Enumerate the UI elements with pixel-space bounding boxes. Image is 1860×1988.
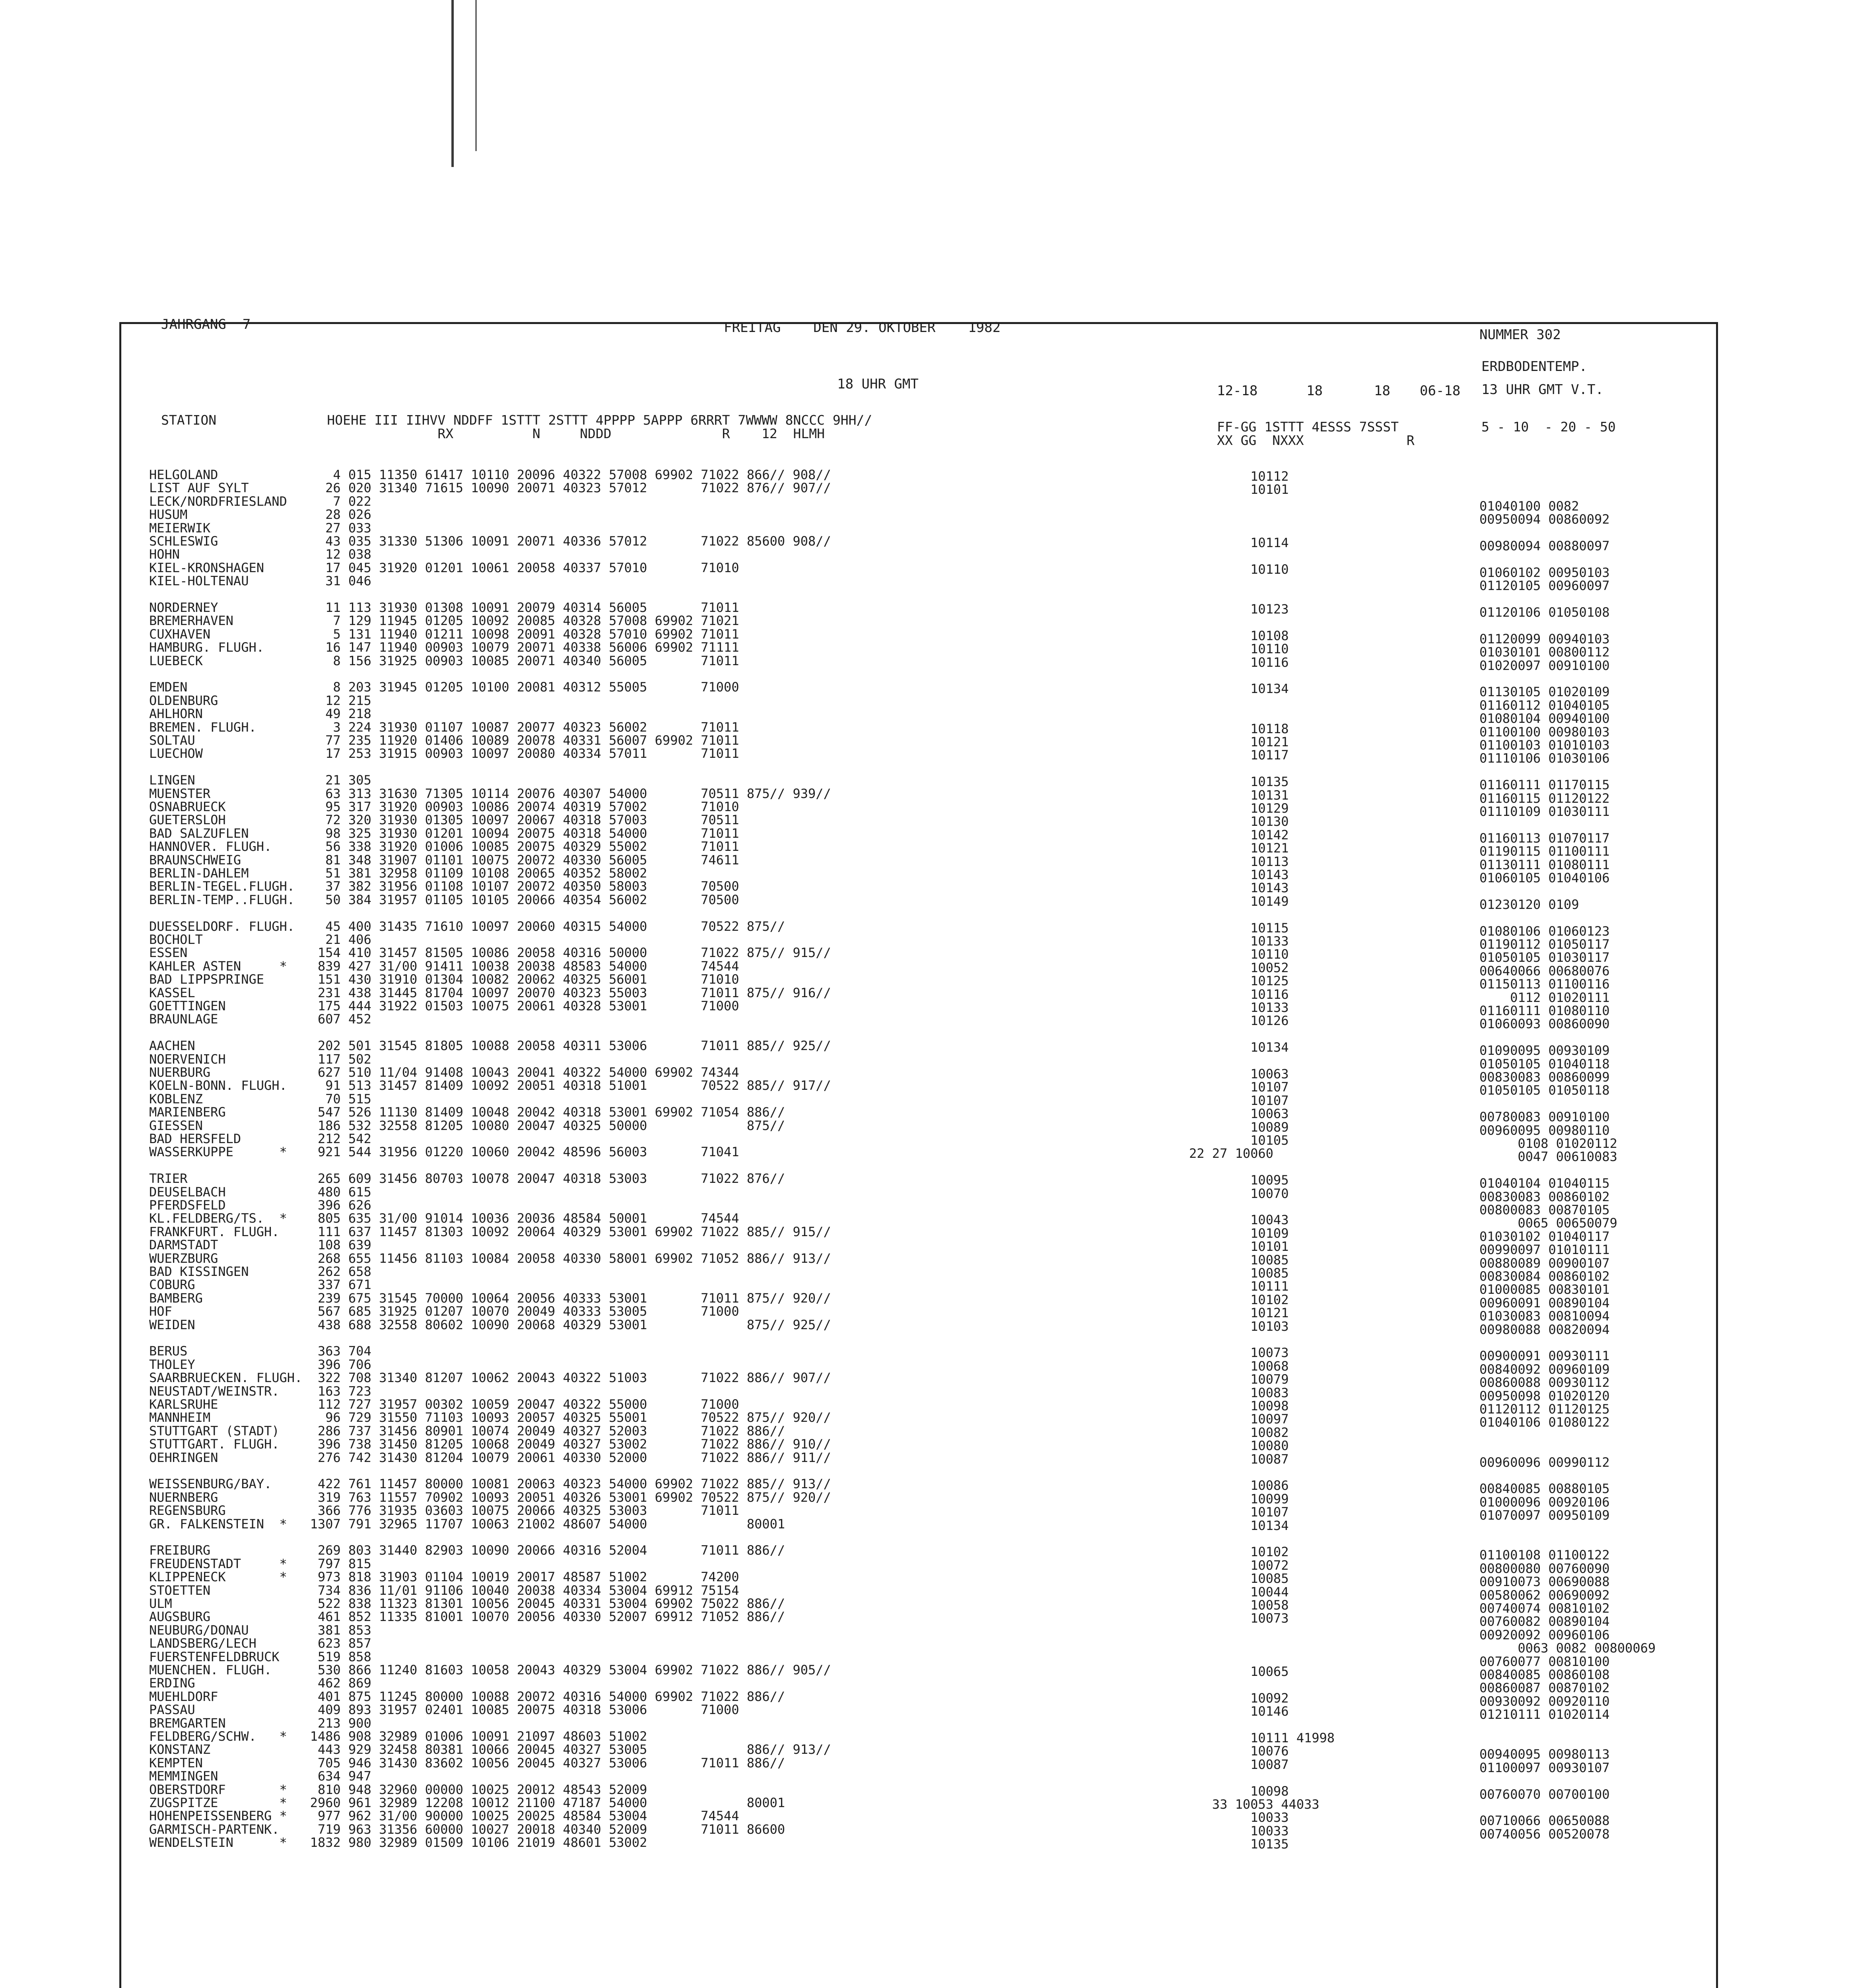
table-row-soil-temp: 0065 00650079 [1479,1215,1617,1231]
table-row-soil-temp: 00710066 00650088 [1479,1813,1610,1828]
table-row-synop-right: 10134 [1189,681,1289,696]
table-row-soil-temp: 00740074 00810102 [1479,1601,1610,1616]
table-row-synop-right: 10080 [1189,1438,1289,1453]
table-row: NEUSTADT/WEINSTR. 163 723 [149,1384,371,1399]
table-row-synop-right: 10110 [1189,562,1289,577]
table-row: GUETERSLOH 72 320 31930 01305 10097 20067 40318 57003 70511 [149,812,739,827]
table-row: BAD HERSFELD 212 542 [149,1131,371,1146]
table-row: BAD LIPPSPRINGE 151 430 31910 01304 10082 20062 40325 56001 71010 [149,972,739,987]
column-header-row2: RX N NDDD R 12 HLMH [161,426,825,441]
table-row-soil-temp: 01050105 01050118 [1479,1083,1610,1098]
table-row-soil-temp: 01080104 00940100 [1479,711,1610,726]
table-row-soil-temp: 00740056 00520078 [1479,1827,1610,1842]
table-row: HUSUM 28 026 [149,507,371,522]
table-row-synop-right: 10063 [1189,1066,1289,1081]
table-row: HOHENPEISSENBERG * 977 962 31/00 90000 10025 20025 48584 53004 74544 [149,1808,739,1823]
table-row-soil-temp: 00760082 00890104 [1479,1614,1610,1629]
table-row-synop-right: 10052 [1189,960,1289,975]
table-row-soil-temp: 01190115 01100111 [1479,844,1610,859]
table-row: KLIPPENECK * 973 818 31903 01104 10019 20017 48587 51002 74200 [149,1569,739,1584]
table-row-synop-right: 10102 [1189,1544,1289,1559]
table-row: MARIENBERG 547 526 11130 81409 10048 20042 40318 53001 69902 71054 886// [149,1105,785,1120]
table-row-soil-temp: 00780083 00910100 [1479,1109,1610,1124]
table-row-synop-right: 10103 [1189,1319,1289,1334]
table-row-synop-right: 10073 [1189,1611,1289,1626]
table-row-synop-right: 10097 [1189,1411,1289,1427]
table-row-soil-temp: 00760077 00810100 [1479,1654,1610,1669]
table-row-synop-right: 10110 [1189,947,1289,962]
table-row: NORDERNEY 11 113 31930 01308 10091 20079 40314 56005 71011 [149,600,739,615]
table-row: BAMBERG 239 675 31545 70000 10064 20056 40333 53001 71011 875// 920// [149,1291,831,1306]
table-row: SCHLESWIG 43 035 31330 51306 10091 20071 40336 57012 71022 85600 908// [149,534,831,549]
table-row-soil-temp: 01120099 00940103 [1479,631,1610,646]
table-row-synop-right: 10133 [1189,1000,1289,1015]
issue-number: NUMMER 302 [1479,327,1561,343]
table-row-soil-temp: 00920092 00960106 [1479,1627,1610,1642]
table-row-synop-right: 10033 [1189,1810,1289,1825]
table-row-soil-temp: 01130105 01020109 [1479,684,1610,699]
table-row-soil-temp: 00980088 00820094 [1479,1322,1610,1337]
table-row-synop-right: 10108 [1189,628,1289,643]
table-row-soil-temp: 01160111 01170115 [1479,777,1610,792]
table-row-soil-temp: 01230120 0109 [1479,897,1579,912]
table-row: KIEL-HOLTENAU 31 046 [149,573,371,588]
table-row-soil-temp: 01120106 01050108 [1479,605,1610,620]
table-row-soil-temp: 01030101 00800112 [1479,645,1610,660]
table-row-soil-temp: 01100097 00930107 [1479,1760,1610,1775]
table-row-soil-temp: 01050105 01030117 [1479,950,1610,965]
table-row-soil-temp: 0112 01020111 [1479,990,1610,1005]
scan-artifact-mark-secondary [475,0,477,151]
table-row: MUENCHEN. FLUGH. 530 866 11240 81603 10058 20043 40329 53004 69902 71022 886// 905// [149,1662,831,1677]
table-row-synop-right: 10082 [1189,1425,1289,1440]
table-row-soil-temp: 01040100 0082 [1479,499,1579,514]
table-row-soil-temp: 01160111 01080110 [1479,1003,1610,1018]
table-row-synop-right: 22 27 10060 [1189,1146,1273,1161]
table-row: PASSAU 409 893 31957 02401 10085 20075 40318 53006 71000 [149,1702,739,1717]
table-row-synop-right: 10095 [1189,1173,1289,1188]
table-row-synop-right: 10033 [1189,1823,1289,1839]
table-row: HOF 567 685 31925 01207 10070 20049 40333 53005 71000 [149,1304,739,1319]
table-row-soil-temp: 01120112 01120125 [1479,1402,1610,1417]
table-row-soil-temp: 01150113 01100116 [1479,977,1610,992]
table-row-soil-temp: 00880089 00900107 [1479,1256,1610,1271]
table-row-synop-right: 10114 [1189,535,1289,550]
table-row: BAD SALZUFLEN 98 325 31930 01201 10094 20075 40318 54000 71011 [149,826,739,841]
table-row-synop-right: 10044 [1189,1584,1289,1600]
table-row-synop-right: 10063 [1189,1106,1289,1121]
table-row-synop-right: 10113 [1189,854,1289,869]
table-row: MEMMINGEN 634 947 [149,1769,371,1784]
table-row-synop-right: 10129 [1189,801,1289,816]
table-row-soil-temp: 00840085 00880105 [1479,1481,1610,1496]
table-row-soil-temp: 01160115 01120122 [1479,791,1610,806]
table-row-synop-right: 10098 [1189,1398,1289,1413]
table-row-soil-temp: 01030102 01040117 [1479,1229,1610,1244]
table-row: ZUGSPITZE * 2960 961 32989 12208 10012 21100 47187 54000 80001 [149,1795,785,1810]
table-row: GR. FALKENSTEIN * 1307 791 32965 11707 10063 21002 48607 54000 80001 [149,1516,785,1532]
table-row-synop-right: 10134 [1189,1040,1289,1055]
table-row: KOBLENZ 70 515 [149,1091,371,1107]
table-row-synop-right: 10109 [1189,1226,1289,1241]
table-row-synop-right: 10142 [1189,827,1289,843]
table-row: OBERSTDORF * 810 948 32960 00000 10025 20012 48543 52009 [149,1782,647,1797]
table-row-synop-right: 10085 [1189,1252,1289,1268]
table-row-soil-temp: 01120105 00960097 [1479,578,1610,593]
table-row: GARMISCH-PARTENK. 719 963 31356 60000 10027 20018 40340 52009 71011 86600 [149,1822,785,1837]
table-row-soil-temp: 01100108 01100122 [1479,1547,1610,1563]
table-row-soil-temp: 00800083 00870105 [1479,1202,1610,1217]
table-row-soil-temp: 00990097 01010111 [1479,1242,1610,1257]
table-row: STUTTGART. FLUGH. 396 738 31450 81205 10068 20049 40327 53002 71022 886// 910// [149,1437,831,1452]
table-row-synop-right: 10101 [1189,482,1289,497]
table-row: LINGEN 21 305 [149,773,371,788]
table-row: KL.FELDBERG/TS. * 805 635 31/00 91014 10036 20036 48584 50001 74544 [149,1211,739,1226]
table-row-synop-right: 10085 [1189,1571,1289,1586]
table-row-synop-right: 10079 [1189,1372,1289,1387]
table-row: PFERDSFELD 396 626 [149,1198,371,1213]
table-row: SOLTAU 77 235 11920 01406 10089 20078 40331 56007 69902 71011 [149,733,739,748]
table-row: WEISSENBURG/BAY. 422 761 11457 80000 10081 20063 40323 54000 69902 71022 885// 913// [149,1476,831,1491]
table-row: BREMERHAVEN 7 129 11945 01205 10092 20085 40328 57008 69902 71021 [149,613,739,628]
table-row: HANNOVER. FLUGH. 56 338 31920 01006 10085 20075 40329 55002 71011 [149,839,739,854]
table-row: OEHRINGEN 276 742 31430 81204 10079 20061 40330 52000 71022 886// 911// [149,1450,831,1465]
table-row: EMDEN 8 203 31945 01205 10100 20081 40312 55005 71000 [149,679,739,695]
table-row-synop-right: 10070 [1189,1186,1289,1201]
table-row-soil-temp: 01160112 01040105 [1479,698,1610,713]
table-row-synop-right: 10111 41998 [1189,1730,1335,1745]
table-row-soil-temp: 01130111 01080111 [1479,857,1610,872]
table-row-synop-right: 10083 [1189,1385,1289,1400]
table-row-soil-temp: 00910073 00690088 [1479,1574,1610,1589]
table-row: THOLEY 396 706 [149,1357,371,1372]
table-row-synop-right: 10065 [1189,1664,1289,1679]
table-row: AUGSBURG 461 852 11335 81001 10070 20056 40330 52007 69912 71052 886// [149,1609,785,1624]
table-row-synop-right: 10126 [1189,1013,1289,1028]
observation-time: 18 UHR GMT [837,376,919,392]
table-row-soil-temp: 00800080 00760090 [1479,1561,1610,1576]
table-row: OSNABRUECK 95 317 31920 00903 10086 20074 40319 57002 71010 [149,799,739,814]
table-row-synop-right: 10092 [1189,1691,1289,1706]
table-row: KEMPTEN 705 946 31430 83602 10056 20045 40327 53006 71011 886// [149,1755,785,1771]
table-row: FREUDENSTADT * 797 815 [149,1556,371,1571]
table-row: KARLSRUHE 112 727 31957 00302 10059 20047 40322 55000 71000 [149,1397,739,1412]
table-row: HOHN 12 038 [149,547,371,562]
table-row-soil-temp: 00830083 00860099 [1479,1070,1610,1085]
table-row: HELGOLAND 4 015 11350 61417 10110 20096 40322 57008 69902 71022 866// 908// [149,467,831,482]
table-row-soil-temp: 01100103 01010103 [1479,738,1610,753]
table-row: KONSTANZ 443 929 32458 80381 10066 20045 40327 53005 886// 913// [149,1742,831,1757]
table-row-soil-temp: 00830084 00860102 [1479,1269,1610,1284]
table-row-soil-temp: 01100100 00980103 [1479,724,1610,740]
table-row-synop-right: 10058 [1189,1598,1289,1613]
scan-artifact-mark [451,0,454,167]
table-row-soil-temp: 01190112 01050117 [1479,937,1610,952]
volume-label: JAHRGANG 7 [161,316,251,332]
table-row: LUEBECK 8 156 31925 00903 10085 20071 40340 56005 71011 [149,653,739,668]
table-row: AACHEN 202 501 31545 81805 10088 20058 40311 53006 71011 885// 925// [149,1038,831,1053]
table-row: ESSEN 154 410 31457 81505 10086 20058 40316 50000 71022 875// 915// [149,945,831,960]
table-row: DEUSELBACH 480 615 [149,1184,371,1200]
table-row-soil-temp: 00580062 00690092 [1479,1588,1610,1603]
table-row-soil-temp: 01160113 01070117 [1479,831,1610,846]
table-row: LUECHOW 17 253 31915 00903 10097 20080 40334 57011 71011 [149,746,739,761]
table-row: STUTTGART (STADT) 286 737 31456 80901 10074 20049 40327 52003 71022 886// [149,1423,785,1439]
table-row-synop-right: 10143 [1189,867,1289,882]
table-row-soil-temp: 00940095 00980113 [1479,1747,1610,1762]
table-row: NOERVENICH 117 502 [149,1052,371,1067]
table-row-soil-temp: 01030083 00810094 [1479,1309,1610,1324]
table-row-synop-right: 10135 [1189,774,1289,789]
table-row-synop-right: 10107 [1189,1505,1289,1520]
table-row: WENDELSTEIN * 1832 980 32989 01509 10106 21019 48601 53002 [149,1835,647,1850]
table-row: NEUBURG/DONAU 381 853 [149,1623,371,1638]
subheader-12-18: 12-18 [1217,383,1258,399]
soil-depth-header: 5 - 10 - 20 - 50 [1481,419,1616,435]
table-row-synop-right: 10112 [1189,469,1289,484]
table-row: BRAUNSCHWEIG 81 348 31907 01101 10075 20072 40330 56005 74611 [149,852,739,868]
table-row-synop-right: 10133 [1189,934,1289,949]
table-row: LANDSBERG/LECH 623 857 [149,1636,371,1651]
subheader-06-18: 06-18 [1420,383,1461,399]
table-row-soil-temp: 01050105 01040118 [1479,1056,1610,1072]
table-row-synop-right: 10086 [1189,1478,1289,1493]
table-row-soil-temp: 01040104 01040115 [1479,1176,1610,1191]
table-row-synop-right: 10102 [1189,1292,1289,1307]
table-row-synop-right: 10131 [1189,788,1289,803]
table-row-synop-right: 10143 [1189,880,1289,895]
table-row: OLDENBURG 12 215 [149,693,371,708]
table-row-soil-temp: 01210111 01020114 [1479,1707,1610,1722]
table-row-synop-right: 10107 [1189,1093,1289,1108]
table-row-soil-temp: 01060105 01040106 [1479,870,1610,885]
table-row-soil-temp: 00980094 00880097 [1479,538,1610,553]
table-row: ERDING 462 869 [149,1675,371,1691]
table-row: AHLHORN 49 218 [149,706,371,721]
table-row: SAARBRUECKEN. FLUGH. 322 708 31340 81207 10062 20043 40322 51003 71022 886// 907// [149,1370,831,1385]
table-row: MEIERWIK 27 033 [149,520,371,536]
table-row-soil-temp: 00860088 00930112 [1479,1375,1610,1390]
table-row-synop-right: 10098 [1189,1784,1289,1799]
table-row-soil-temp: 00860087 00870102 [1479,1680,1610,1695]
table-row: GIESSEN 186 532 32558 81205 10080 20047 40325 50000 875// [149,1118,785,1133]
table-row-synop-right: 10076 [1189,1743,1289,1759]
table-row: BERLIN-TEGEL.FLUGH. 37 382 31956 01108 10107 20072 40350 58003 70500 [149,879,739,894]
table-row-soil-temp: 0063 0082 00800069 [1479,1640,1656,1656]
table-row-synop-right: 10043 [1189,1212,1289,1227]
table-row-synop-right: 10134 [1189,1518,1289,1533]
table-row: FUERSTENFELDBRUCK 519 858 [149,1649,371,1664]
table-row-synop-right: 10087 [1189,1757,1289,1772]
table-row-soil-temp: 01020097 00910100 [1479,658,1610,673]
table-row-soil-temp: 00830083 00860102 [1479,1189,1610,1204]
table-row-synop-right: 10130 [1189,814,1289,829]
table-row: KIEL-KRONSHAGEN 17 045 31920 01201 10061 20058 40337 57010 71010 [149,560,739,575]
table-row-synop-right: 10125 [1189,973,1289,988]
table-row-synop-right: 10111 [1189,1279,1289,1294]
table-row-synop-right: 10115 [1189,920,1289,936]
subheader-18-b: 18 [1374,383,1390,399]
table-row: REGENSBURG 366 776 31935 03603 10075 20066 40325 53003 71011 [149,1503,739,1518]
table-row-synop-right: 10121 [1189,1305,1289,1320]
table-row: CUXHAVEN 5 131 11940 01211 10098 20091 40328 57010 69902 71011 [149,627,739,642]
table-row-soil-temp: 00960096 00990112 [1479,1455,1610,1470]
table-row-soil-temp: 01000096 00920106 [1479,1495,1610,1510]
table-row: MANNHEIM 96 729 31550 71103 10093 20057 40325 55001 70522 875// 920// [149,1410,831,1425]
table-row: BERLIN-DAHLEM 51 381 32958 01109 10108 20065 40352 58002 [149,866,647,881]
soil-temp-title: ERDBODENTEMP. [1481,359,1588,375]
soil-temp-time: 13 UHR GMT V.T. [1481,382,1604,398]
table-row-soil-temp: 0108 01020112 [1479,1136,1617,1151]
table-row: KOELN-BONN. FLUGH. 91 513 31457 81409 10092 20051 40318 51001 70522 885// 917// [149,1078,831,1093]
table-row-synop-right: 10116 [1189,987,1289,1002]
table-row: FREIBURG 269 803 31440 82903 10090 20066 40316 52004 71011 886// [149,1543,785,1558]
subheader-18-a: 18 [1306,383,1323,399]
table-row-synop-right: 10146 [1189,1704,1289,1719]
table-row-soil-temp: 00840085 00860108 [1479,1667,1610,1682]
table-row-synop-right: 10117 [1189,747,1289,763]
table-row-soil-temp: 00900091 00930111 [1479,1348,1610,1363]
table-row: BREMGARTEN 213 900 [149,1716,371,1731]
table-row-synop-right: 10087 [1189,1452,1289,1467]
table-row: COBURG 337 671 [149,1277,371,1292]
column-header-row1: STATION HOEHE III IIHVV NDDFF 1STTT 2STTT 4PPPP 5APPP 6RRRT 7WWWW 8NCCC 9HH// [161,412,873,428]
table-row: BREMEN. FLUGH. 3 224 31930 01107 10087 20077 40323 56002 71011 [149,720,739,735]
right-header-row1: FF-GG 1STTT 4ESSS 7SSST [1217,419,1399,435]
table-row-synop-right: 10105 [1189,1133,1289,1148]
table-row-soil-temp: 01090095 00930109 [1479,1043,1610,1058]
table-row-synop-right: 10121 [1189,841,1289,856]
table-row-soil-temp: 00960091 00890104 [1479,1295,1610,1310]
table-row-synop-right: 10149 [1189,894,1289,909]
table-row: GOETTINGEN 175 444 31922 01503 10075 20061 40328 53001 71000 [149,998,739,1013]
table-row-synop-right: 10110 [1189,641,1289,656]
table-row: STOETTEN 734 836 11/01 91106 10040 20038 40334 53004 69912 75154 [149,1583,739,1598]
table-row-synop-right: 10107 [1189,1079,1289,1095]
table-row-soil-temp: 01070097 00950109 [1479,1508,1610,1523]
table-row: DUESSELDORF. FLUGH. 45 400 31435 71610 10097 20060 40315 54000 70522 875// [149,919,785,934]
table-row: BAD KISSINGEN 262 658 [149,1264,371,1279]
date-label: FREITAG DEN 29. OKTOBER 1982 [724,320,1001,336]
table-row: KAHLER ASTEN * 839 427 31/00 91411 10038 20038 48583 54000 74544 [149,959,739,974]
table-row-synop-right: 10116 [1189,655,1289,670]
table-row: WASSERKUPPE * 921 544 31956 01220 10060 20042 48596 56003 71041 [149,1144,739,1159]
table-row-soil-temp: 01110106 01030106 [1479,751,1610,766]
table-row-soil-temp: 00840092 00960109 [1479,1362,1610,1377]
table-row: BERUS 363 704 [149,1343,371,1359]
table-row-soil-temp: 00760070 00700100 [1479,1787,1610,1802]
table-row-soil-temp: 0047 00610083 [1479,1149,1617,1164]
table-row-synop-right: 33 10053 44033 [1189,1797,1320,1812]
table-row-soil-temp: 00640066 00680076 [1479,963,1610,978]
table-row-synop-right: 10121 [1189,734,1289,749]
table-row-synop-right: 10089 [1189,1120,1289,1135]
table-row-synop-right: 10085 [1189,1266,1289,1281]
table-row-synop-right: 10073 [1189,1345,1289,1360]
table-row: KASSEL 231 438 31445 81704 10097 20070 40323 55003 71011 875// 916// [149,985,831,1000]
table-row: LECK/NORDFRIESLAND 7 022 [149,494,371,509]
table-row-soil-temp: 00960095 00980110 [1479,1123,1610,1138]
table-row: DARMSTADT 108 639 [149,1237,371,1252]
table-row-soil-temp: 01060102 00950103 [1479,565,1610,580]
table-row: BOCHOLT 21 406 [149,932,371,947]
table-row: WUERZBURG 268 655 11456 81103 10084 20058 40330 58001 69902 71052 886// 913// [149,1251,831,1266]
table-row-soil-temp: 01000085 00830101 [1479,1282,1610,1297]
table-row-synop-right: 10072 [1189,1558,1289,1573]
table-row-synop-right: 10123 [1189,602,1289,617]
table-row-soil-temp: 01060093 00860090 [1479,1016,1610,1031]
table-row-soil-temp: 01040106 01080122 [1479,1415,1610,1430]
table-row-synop-right: 10101 [1189,1239,1289,1254]
table-row: FELDBERG/SCHW. * 1486 908 32989 01006 10091 21097 48603 51002 [149,1729,647,1744]
table-row: NUERNBERG 319 763 11557 70902 10093 20051 40326 53001 69902 70522 875// 920// [149,1490,831,1505]
table-row: HAMBURG. FLUGH. 16 147 11940 00903 10079 20071 40338 56006 69902 71111 [149,640,739,655]
table-row-synop-right: 10135 [1189,1837,1289,1852]
table-row: TRIER 265 609 31456 80703 10078 20047 40318 53003 71022 876// [149,1171,785,1186]
table-row: BERLIN-TEMP..FLUGH. 50 384 31957 01105 10105 20066 40354 56002 70500 [149,892,739,907]
right-header-row2: XX GG NXXX R [1217,433,1415,448]
table-row: LIST AUF SYLT 26 020 31340 71615 10090 20071 40323 57012 71022 876// 907// [149,480,831,495]
table-row: FRANKFURT. FLUGH. 111 637 11457 81303 10092 20064 40329 53001 69902 71022 885// 915// [149,1224,831,1239]
table-row-synop-right: 10068 [1189,1359,1289,1374]
table-row-synop-right: 10118 [1189,721,1289,736]
table-row-synop-right: 10099 [1189,1491,1289,1507]
table-row-soil-temp: 00950094 00860092 [1479,512,1610,527]
table-row-soil-temp: 00930092 00920110 [1479,1694,1610,1709]
table-row: MUENSTER 63 313 31630 71305 10114 20076 40307 54000 70511 875// 939// [149,786,831,801]
table-row-soil-temp: 01110109 01030111 [1479,804,1610,819]
table-row-soil-temp: 01080106 01060123 [1479,924,1610,939]
table-row: NUERBURG 627 510 11/04 91408 10043 20041 40322 54000 69902 74344 [149,1065,739,1080]
table-row: BRAUNLAGE 607 452 [149,1011,371,1027]
table-row: MUEHLDORF 401 875 11245 80000 10088 20072 40316 54000 69902 71022 886// [149,1689,785,1704]
table-row-soil-temp: 00950098 01020120 [1479,1388,1610,1404]
table-row: ULM 522 838 11323 81301 10056 20045 40331 53004 69902 75022 886// [149,1596,785,1611]
table-row: WEIDEN 438 688 32558 80602 10090 20068 40329 53001 875// 925// [149,1317,831,1332]
